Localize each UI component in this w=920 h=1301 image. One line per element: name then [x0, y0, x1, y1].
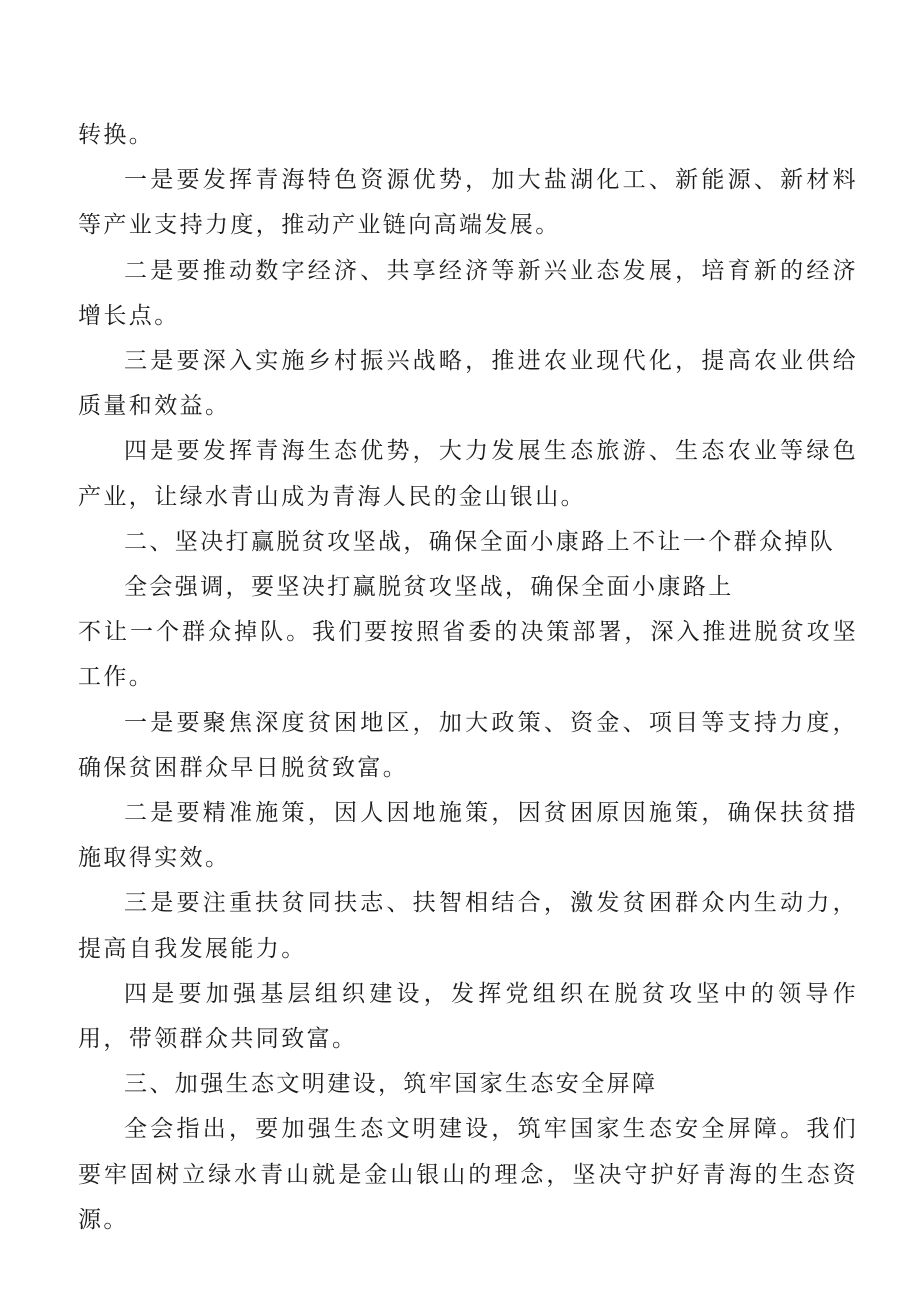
paragraph-continuation: 转换。 [78, 122, 155, 148]
paragraph-section-3-intro: 全会指出，要加强生态文明建设，筑牢国家生态安全屏障。我们要牢固树立绿水青山就是金山银山的理念，坚决守护好青海的生态资源。 [78, 1116, 858, 1233]
paragraph-poverty-point-2: 二是要精准施策，因人因地施策，因贫困原因施策，确保扶贫措施取得实效。 [78, 800, 858, 872]
paragraph-point-2: 二是要推动数字经济、共享经济等新兴业态发展，培育新的经济增长点。 [78, 257, 858, 329]
section-heading-3: 三、加强生态文明建设，筑牢国家生态安全屏障 [124, 1071, 658, 1098]
paragraph-poverty-point-3: 三是要注重扶贫同扶志、扶智相结合，激发贫困群众内生动力，提高自我发展能力。 [78, 890, 858, 962]
document-body [78, 113, 858, 1243]
section-heading-2: 二、坚决打赢脱贫攻坚战，确保全面小康路上不让一个群众掉队 [124, 528, 836, 555]
paragraph-point-1: 一是要发挥青海特色资源优势，加大盐湖化工、新能源、新材料等产业支持力度，推动产业链向高端发展。 [78, 167, 858, 239]
paragraph-point-4: 四是要发挥青海生态优势，大力发展生态旅游、生态农业等绿色产业，让绿水青山成为青海人民的金山银山。 [78, 438, 858, 510]
paragraph-poverty-point-1: 一是要聚焦深度贫困地区，加大政策、资金、项目等支持力度，确保贫困群众早日脱贫致富。 [78, 709, 858, 781]
paragraph-section-2-intro: 全会强调，要坚决打赢脱贫攻坚战，确保全面小康路上 [124, 574, 734, 601]
paragraph-section-2-intro-continued: 不让一个群众掉队。我们要按照省委的决策部署，深入推进脱贫攻坚工作。 [78, 619, 858, 691]
paragraph-poverty-point-4: 四是要加强基层组织建设，发挥党组织在脱贫攻坚中的领导作用，带领群众共同致富。 [78, 980, 858, 1053]
paragraph-point-3: 三是要深入实施乡村振兴战略，推进农业现代化，提高农业供给质量和效益。 [78, 348, 858, 420]
